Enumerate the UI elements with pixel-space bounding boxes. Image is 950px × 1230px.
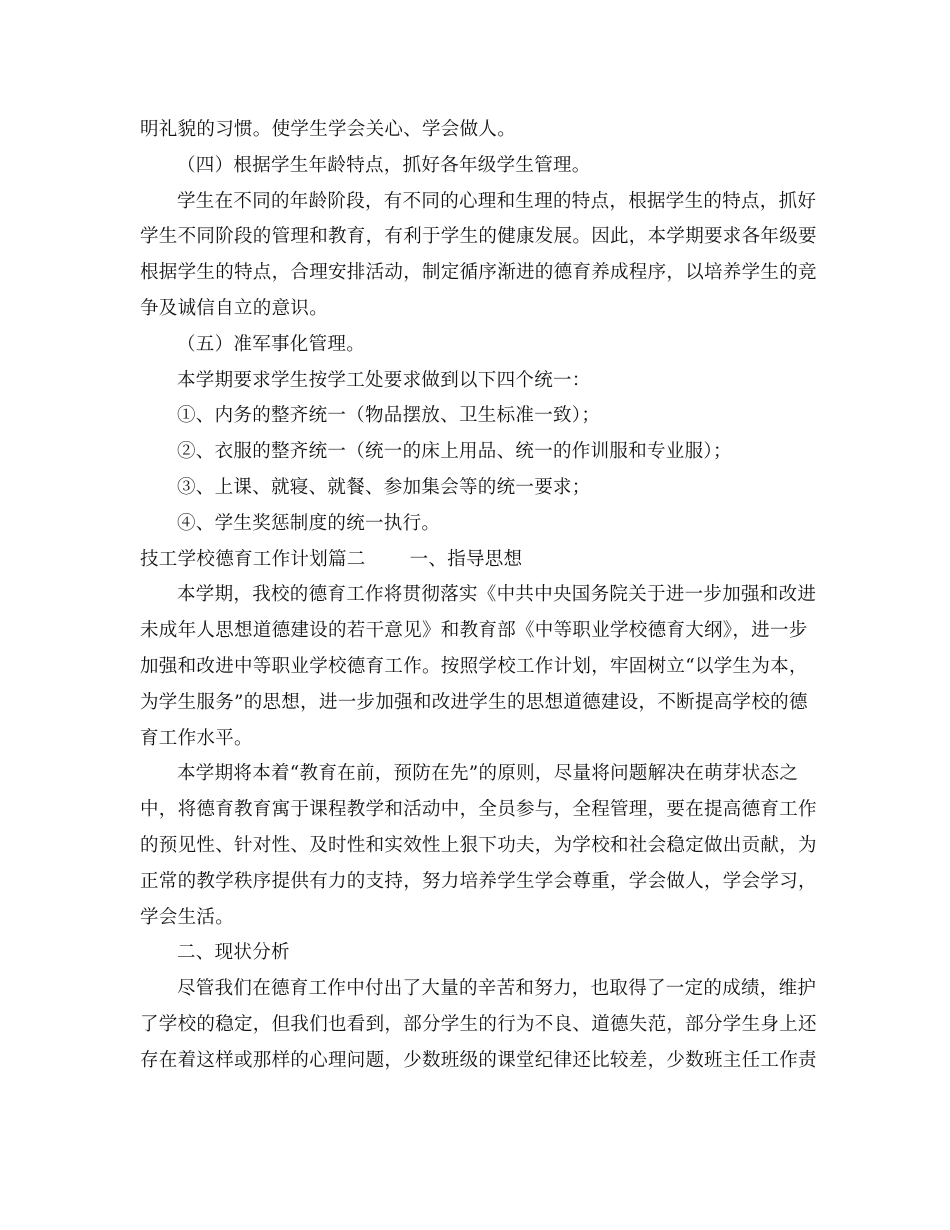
- section-heading: 一、指导思想: [409, 548, 523, 570]
- paragraph-line: 尽管我们在德育工作中付出了大量的辛苦和努力，也取得了一定的成绩，维护: [177, 978, 817, 1000]
- paragraph-line: 正常的教学秩序提供有力的支持，努力培养学生学会尊重，学会做人，学会学习，: [140, 870, 817, 892]
- paragraph-line: 本学期要求学生按学工处要求做到以下四个统一：: [177, 369, 591, 391]
- paragraph-line: 存在着这样或那样的心理问题，少数班级的课堂纪律还比较差，少数班主任工作责: [140, 1049, 817, 1071]
- paragraph-line: 本学期，我校的德育工作将贯彻落实《中共中央国务院关于进一步加强和改进: [177, 584, 817, 606]
- paragraph-line: 加强和改进中等职业学校德育工作。按照学校工作计划，牢固树立“以学生为本，: [140, 655, 808, 677]
- paragraph-line: 未成年人思想道德建设的若干意见》和教育部《中等职业学校德育大纲》，进一步: [140, 620, 808, 642]
- paragraph-line: 了学校的稳定，但我们也看到，部分学生的行为不良、道德失范，部分学生身上还: [140, 1013, 817, 1035]
- list-item: ③、上课、就寝、就餐、参加集会等的统一要求；: [177, 476, 591, 498]
- list-item: ②、衣服的整齐统一（统一的床上用品、统一的作训服和专业服）；: [177, 441, 732, 463]
- paragraph-line: 育工作水平。: [140, 727, 253, 749]
- chapter-title-line: [140, 542, 816, 578]
- section-heading: 二、现状分析: [177, 942, 290, 964]
- list-item: ④、学生奖惩制度的统一执行。: [177, 512, 441, 534]
- section-heading: （四）根据学生年龄特点，抓好各年级学生管理。: [177, 154, 591, 176]
- section-heading: （五）准军事化管理。: [177, 333, 366, 355]
- list-item: ①、内务的整齐统一（物品摆放、卫生标准一致）；: [177, 405, 601, 427]
- paragraph-line: 争及诚信自立的意识。: [140, 297, 329, 319]
- chapter-title: 技工学校德育工作计划篇二: [140, 548, 366, 570]
- paragraph-line: 中，将德育教育寓于课程教学和活动中，全员参与，全程管理，要在提高德育工作: [140, 799, 817, 821]
- paragraph-line: 本学期将本着“教育在前，预防在先”的原则，尽量将问题解决在萌芽状态之: [177, 763, 799, 785]
- paragraph-line: 根据学生的特点，合理安排活动，制定循序渐进的德育养成程序，以培养学生的竞: [140, 262, 817, 284]
- paragraph-line: 的预见性、针对性、及时性和实效性上狠下功夫，为学校和社会稳定做出贡献，为: [140, 834, 817, 856]
- paragraph-line: 学生在不同的年龄阶段，有不同的心理和生理的特点，根据学生的特点，抓好: [177, 190, 817, 212]
- paragraph-line: 学会生活。: [140, 906, 235, 928]
- paragraph-line: 学生不同阶段的管理和教育，有利于学生的健康发展。因此，本学期要求各年级要: [140, 226, 817, 248]
- paragraph-line: 为学生服务”的思想，进一步加强和改进学生的思想道德建设，不断提高学校的德: [140, 691, 808, 713]
- text-line: 明礼貌的习惯。使学生学会关心、学会做人。: [140, 119, 517, 140]
- document-page: [140, 112, 816, 1079]
